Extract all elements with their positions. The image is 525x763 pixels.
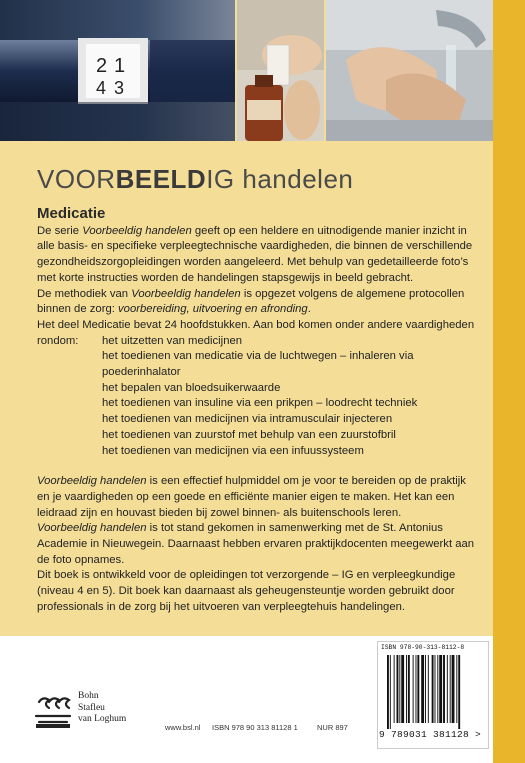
list-item: het uitzetten van medicijnen bbox=[102, 334, 243, 347]
barcode-bar bbox=[413, 655, 414, 723]
barcode-bar bbox=[437, 655, 438, 723]
barcode-bar bbox=[406, 655, 407, 723]
barcode-bar bbox=[432, 655, 434, 723]
method-text-end: . bbox=[307, 303, 311, 316]
barcode-bar bbox=[399, 655, 400, 723]
svg-text:3: 3 bbox=[114, 78, 125, 98]
barcode-isbn-label: ISBN 978-90-313-8112-8 bbox=[381, 644, 465, 651]
topic-section bbox=[37, 334, 481, 460]
list-item: het toedienen van medicijnen via een infuussysteem bbox=[102, 444, 364, 457]
publisher-line: van Loghum bbox=[78, 714, 127, 724]
barcode-bar bbox=[408, 655, 410, 723]
series-name: Voorbeeldig handelen bbox=[131, 287, 241, 300]
method-phases: voorbereiding, uitvoering en afronding bbox=[118, 303, 308, 316]
website-text: www.bsl.nl bbox=[165, 723, 201, 732]
series-name: Voorbeeldig handelen bbox=[82, 224, 192, 237]
barcode-bar bbox=[394, 655, 395, 723]
barcode-bar bbox=[401, 655, 404, 723]
series-title bbox=[37, 164, 353, 195]
method-paragraph bbox=[37, 287, 481, 318]
series-name: Voorbeeldig handelen bbox=[37, 522, 147, 535]
list-item: het toedienen van zuurstof met behulp van een zuurstofbril bbox=[102, 428, 396, 441]
intro-text-rest: geeft op een heldere en uitnodigende manier inzicht in alle basis- en specifieke verpleegtechnische vaardigheden, die binnen de verschillende gezondheidszorgopleidingen worden aangeleerd. Met behulp van gedetailleerde foto’s met korte instructies worden de handelingen stapsgewijs in beeld gebracht. bbox=[37, 224, 473, 284]
barcode-bar bbox=[425, 655, 426, 723]
collaboration-paragraph bbox=[37, 521, 481, 568]
svg-text:1: 1 bbox=[114, 55, 126, 77]
barcode-bar bbox=[435, 655, 436, 723]
section-heading: Medicatie bbox=[37, 205, 106, 222]
series-title-prefix: VOOR bbox=[37, 164, 116, 194]
barcode-bar bbox=[417, 655, 419, 723]
barcode-digits: 9 789031 381128 > bbox=[379, 729, 482, 740]
topic-list bbox=[102, 334, 481, 460]
barcode-bar bbox=[450, 655, 451, 723]
series-title-suffix: handelen bbox=[234, 164, 354, 194]
list-item: het toedienen van medicijnen via intramusculair injecteren bbox=[102, 413, 393, 426]
benefit-paragraph bbox=[37, 474, 481, 521]
barcode-bar bbox=[456, 655, 457, 723]
barcode-bars bbox=[387, 655, 485, 729]
publisher-line: Bohn bbox=[78, 691, 99, 701]
hand-washing-photo bbox=[326, 0, 493, 141]
bsl-logo-icon bbox=[33, 690, 73, 730]
insulin-pen-photo bbox=[0, 0, 235, 141]
barcode-bar bbox=[387, 655, 389, 729]
series-title-bold: BEELD bbox=[115, 164, 207, 194]
publisher-name bbox=[78, 691, 126, 726]
list-item: het bepalen van bloedsuikerwaarde bbox=[102, 381, 281, 394]
barcode-bar bbox=[447, 655, 448, 723]
svg-text:2: 2 bbox=[96, 55, 108, 77]
benefit-text: is een effectief hulpmiddel om je voor te bereiden op de praktijk en je vaardigheden op een goede en efficiënte manier eigen te maken. Het kan een leidraad zijn en houvast bieden bij zowel binnen- als buitenschools leren. bbox=[37, 475, 466, 519]
method-text-mid: is opgezet volgens de algemene protocollen binnen de zorg: bbox=[37, 287, 465, 316]
barcode-bar bbox=[416, 655, 417, 723]
intro-paragraph bbox=[37, 224, 481, 287]
publisher-line: Stafleu bbox=[78, 702, 105, 713]
barcode-bar bbox=[397, 655, 399, 723]
method-text: De methodiek van bbox=[37, 287, 132, 300]
nur-code: NUR 897 bbox=[317, 723, 348, 732]
list-item: het toedienen van medicatie via de luchtwegen – inhaleren via poederinhalator bbox=[102, 350, 414, 379]
isbn-text: ISBN 978 90 313 81128 1 bbox=[212, 723, 298, 732]
blurb bbox=[37, 206, 481, 616]
audience-paragraph: Dit boek is ontwikkeld voor de opleidingen tot verzorgende – IG en verpleegkundige (niveau 4 en 5). Dit boek kan daarnaast als geheugensteuntje worden gebruikt door professionals in de zorg bij het uitvoeren van verpleegtehuis handelingen. bbox=[37, 569, 456, 613]
svg-text:4: 4 bbox=[96, 78, 107, 98]
medicine-bottle-photo bbox=[237, 0, 324, 141]
barcode-bar bbox=[443, 655, 445, 723]
barcode-bar bbox=[452, 655, 455, 723]
barcode-bar bbox=[439, 655, 442, 723]
collaboration-text: is tot stand gekomen in samenwerking met de St. Antonius Academie in Nieuwegein. Daarnaast hebben ervaren praktijkdocenten meegewerkt aan de foto opnames. bbox=[37, 522, 475, 566]
isbn-barcode bbox=[377, 641, 489, 749]
barcode-bar bbox=[390, 655, 391, 729]
barcode-bar bbox=[458, 655, 460, 729]
series-name: Voorbeeldig handelen bbox=[37, 475, 147, 488]
footer bbox=[0, 636, 493, 763]
barcode-bar bbox=[421, 655, 424, 723]
contents-line: Het deel Medicatie bevat 24 hoofdstukken. Aan bod komen onder andere vaardigheden bbox=[37, 318, 475, 331]
side-band bbox=[493, 0, 525, 763]
intro-text: De serie bbox=[37, 224, 83, 237]
series-title-middle: IG bbox=[206, 164, 235, 194]
list-item: het toedienen van insuline via een prikpen – loodrecht techniek bbox=[102, 397, 418, 410]
topics-lead: rondom: bbox=[37, 334, 79, 347]
barcode-bar bbox=[428, 655, 429, 723]
